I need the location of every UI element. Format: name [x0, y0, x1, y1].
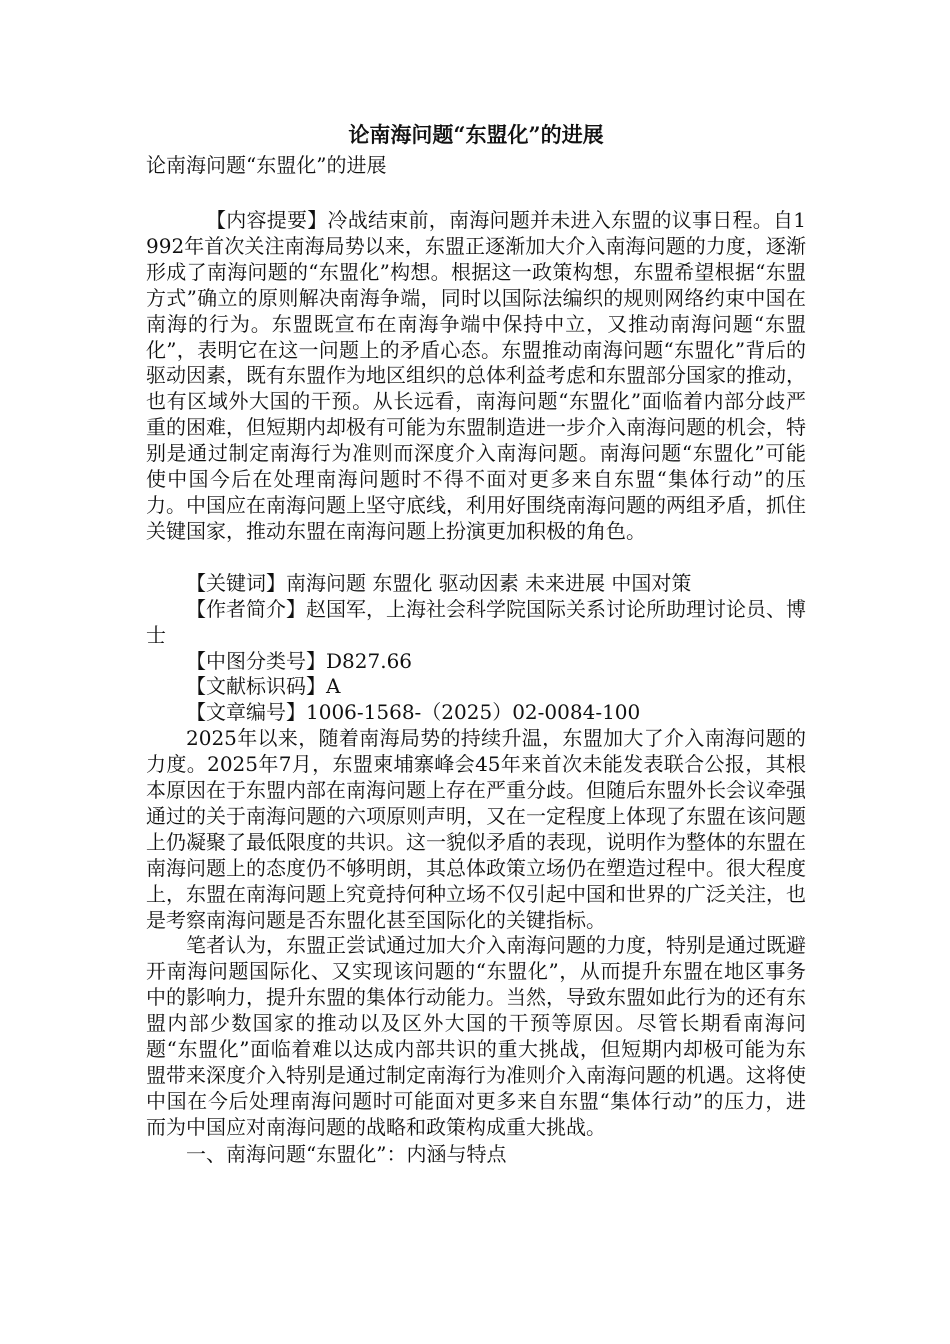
document-subtitle: 论南海问题“东盟化”的进展	[146, 153, 387, 177]
doc-code-line: 【文献标识码】A	[186, 674, 341, 699]
keywords-line: 【关键词】南海问题 东盟化 驱动因素 未来进展 中国对策	[186, 570, 692, 595]
section-heading: 一、南海问题“东盟化”：内涵与特点	[186, 1141, 507, 1166]
body-paragraph-2: 笔者认为，东盟正尝试通过加大介入南海问题的力度，特别是通过既避开南海问题国际化、又实现该问题的“东盟化”，从而提升东盟在地区事务中的影响力，提升东盟的集体行动能力。当然，导致东盟如此行为的还有东盟内部少数国家的推动以及区外大国的干预等原因。尽管长期看南海问题“东盟化”面临着难以达成内部共识的重大挑战，但短期内却极可能为东盟带来深度介入特别是通过制定南海行为准则介入南海问题的机遇。这将使中国在今后处理南海问题时可能面对更多来自东盟“集体行动”的压力，进而为中国应对南海问题的战略和政策构成重大挑战。	[146, 933, 806, 1139]
clc-line: 【中图分类号】D827.66	[186, 648, 413, 673]
spacer	[146, 545, 806, 571]
abstract-paragraph: 【内容提要】冷战结束前，南海问题并未进入东盟的议事日程。自1992年首次关注南海局势以来，东盟正逐渐加大介入南海问题的力度，逐渐形成了南海问题的“东盟化”构想。根据这一政策构想，东盟希望根据“东盟方式”确立的原则解决南海争端，同时以国际法编织的规则网络约束中国在南海的行为。东盟既宣布在南海争端中保持中立，又推动南海问题“东盟化”，表明它在这一问题上的矛盾心态。东盟推动南海问题“东盟化”背后的驱动因素，既有东盟作为地区组织的总体利益考虑和东盟部分国家的推动，也有区域外大国的干预。从长远看，南海问题“东盟化”面临着内部分歧严重的困难，但短期内却极有可能为东盟制造进一步介入南海问题的机会，特别是通过制定南海行为准则而深度介入南海问题。南海问题“东盟化”可能使中国今后在处理南海问题时不得不面对更多来自东盟“集体行动”的压力。中国应在南海问题上坚守底线，利用好围绕南海问题的两组矛盾，抓住关键国家，推动东盟在南海问题上扮演更加积极的角色。	[146, 208, 806, 543]
spacer	[146, 180, 806, 208]
body-paragraph-1: 2025年以来，随着南海局势的持续升温，东盟加大了介入南海问题的力度。2025年7月，东盟柬埔寨峰会45年来首次未能发表联合公报，其根本原因在于东盟内部在南海问题上存在严重分歧。但随后东盟外长会议牵强通过的关于南海问题的六项原则声明，又在一定程度上体现了东盟在该问题上仍凝聚了最低限度的共识。这一貌似矛盾的表现，说明作为整体的东盟在南海问题上的态度仍不够明朗，其总体政策立场仍在塑造过程中。很大程度上，东盟在南海问题上究竟持何种立场不仅引起中国和世界的广泛关注，也是考察南海问题是否东盟化甚至国际化的关键指标。	[146, 726, 806, 932]
document-page	[146, 120, 806, 1167]
article-number-line: 【文章编号】1006-1568-（2025）02-0084-100	[186, 700, 641, 725]
author-line: 【作者简介】赵国军，上海社会科学院国际关系讨论所助理讨论员、博士	[146, 596, 806, 647]
document-title: 论南海问题“东盟化”的进展	[348, 122, 604, 147]
